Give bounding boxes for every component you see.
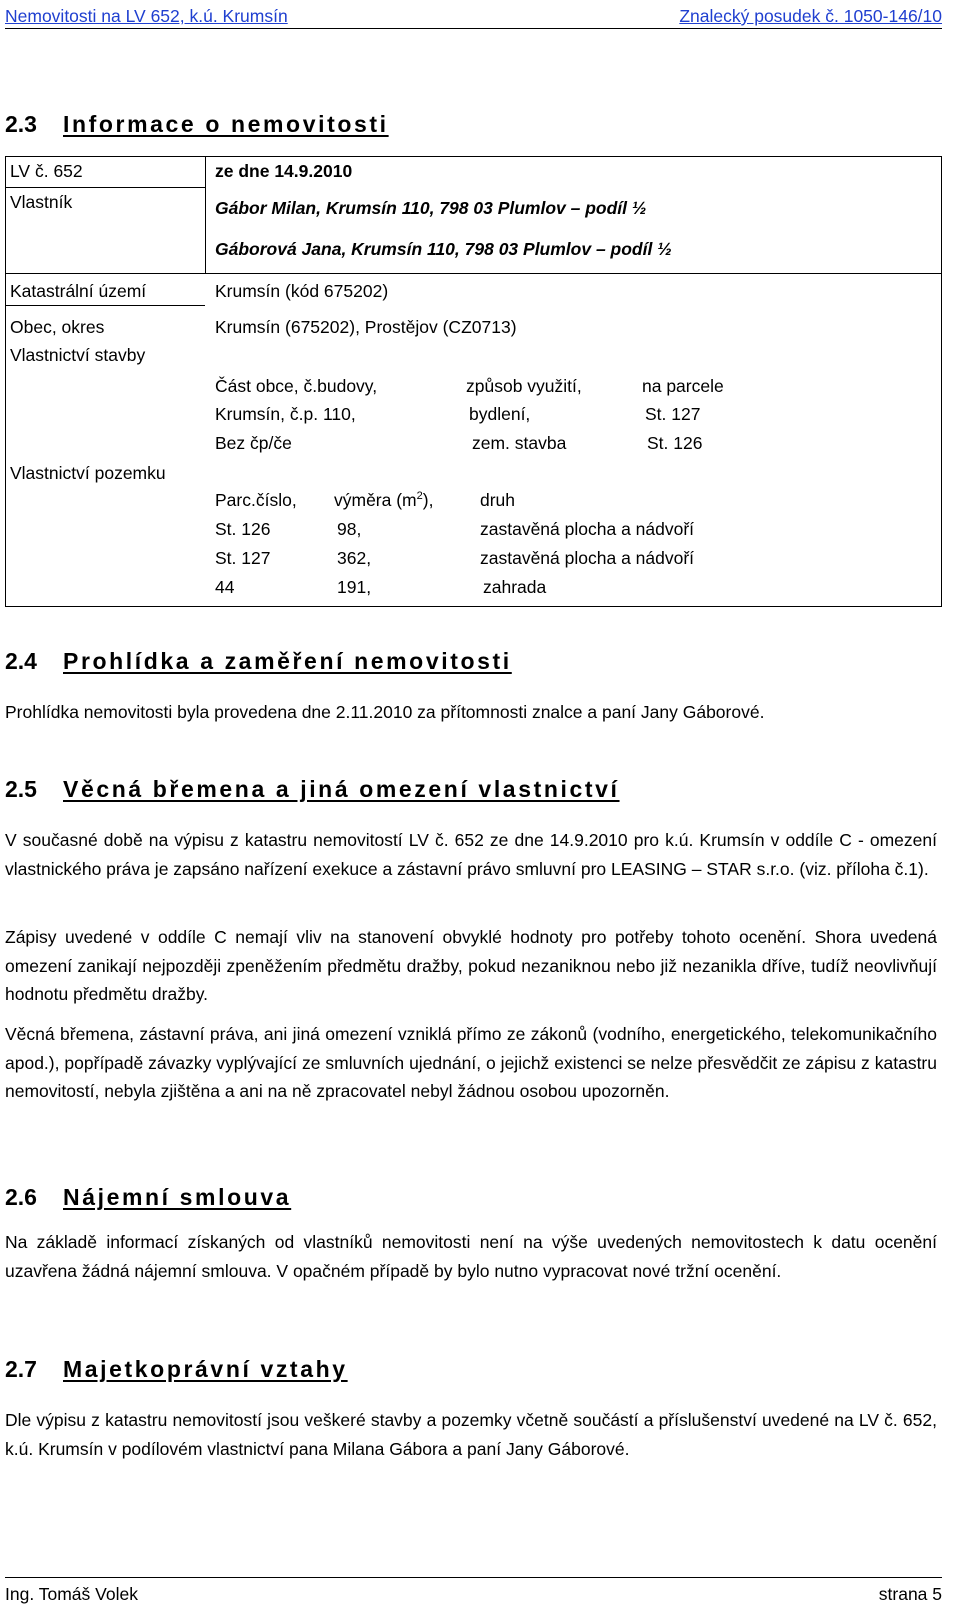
section-title: Majetkoprávní vztahy — [63, 1356, 348, 1382]
row-divider — [6, 187, 205, 188]
lv-date: ze dne 14.9.2010 — [215, 161, 353, 181]
section-title: Věcná břemena a jiná omezení vlastnictví — [63, 776, 620, 802]
obec-value: Krumsín (675202), Prostějov (CZ0713) — [215, 317, 517, 337]
section-2-4-heading — [5, 648, 512, 675]
stavby-cell: Bez čp/če — [215, 433, 292, 453]
header-right-link[interactable]: Znalecký posudek č. 1050-146/10 — [679, 6, 942, 26]
row-divider — [6, 305, 205, 306]
section-2-5-heading — [5, 776, 620, 803]
section-title: Nájemní smlouva — [63, 1184, 292, 1210]
stavby-header-cell: na parcele — [642, 376, 724, 396]
stavby-cell: bydlení, — [469, 404, 531, 424]
pozemky-header-cell: Parc.číslo, — [215, 490, 297, 510]
page-header — [5, 2, 942, 29]
s24-paragraph: Prohlídka nemovitosti byla provedena dne 2.11.2010 za přítomnosti znalce a paní Jany Gáborové. — [5, 702, 765, 722]
ku-label: Katastrální území — [10, 281, 147, 301]
section-2-6-heading — [5, 1184, 291, 1211]
stavby-cell: zem. stavba — [472, 433, 567, 453]
s27-paragraph: Dle výpisu z katastru nemovitostí jsou veškeré stavby a pozemky včetně součástí a příslušenství uvedené na LV č. 652, k.ú. Krumsín v podílovém vlastnictví pana Milana Gábora a paní Jany Gáborové. — [5, 1410, 937, 1459]
pozemky-cell: zahrada — [483, 577, 547, 597]
stavby-header-cell: Část obce, č.budovy, — [215, 376, 378, 396]
pozemky-cell: zastavěná plocha a nádvoří — [480, 519, 695, 539]
stavby-cell: St. 126 — [647, 433, 703, 453]
pozemky-header-cell: druh — [480, 490, 516, 510]
s25-paragraph-2: Zápisy uvedené v oddíle C nemají vliv na stanovení obvyklé hodnoty pro potřeby tohoto ocenění. Shora uvedená omezení zanikají nejpozději zpeněžením předmětu dražby, pokud nezaniknou nebo již nezanikla dříve, tudíž neovlivňují hodnotu předmětu dražby. — [5, 927, 937, 1004]
footer-page-number: strana 5 — [878, 1584, 942, 1604]
stavby-cell: St. 127 — [645, 404, 701, 424]
pozemky-cell: 44 — [215, 577, 235, 597]
stavby-label: Vlastnictví stavby — [10, 345, 146, 365]
section-number: 2.5 — [5, 776, 37, 802]
ku-value: Krumsín (kód 675202) — [215, 281, 389, 301]
pozemky-cell: zastavěná plocha a nádvoří — [480, 548, 695, 568]
section-2-3-heading — [5, 111, 389, 138]
pozemky-cell: St. 126 — [215, 519, 271, 539]
pozemky-header-cell: výměra $(m^2)$, — [334, 490, 434, 510]
section-title: Informace o nemovitosti — [63, 111, 389, 137]
col-divider — [205, 157, 206, 273]
section-number: 2.4 — [5, 648, 37, 674]
pozemky-cell: St. 127 — [215, 548, 271, 568]
header-left-link[interactable]: Nemovitosti na LV 652, k.ú. Krumsín — [5, 6, 288, 26]
s26-paragraph: Na základě informací získaných od vlastníků nemovitosti není na výše uvedených nemovitostech k datu ocenění uzavřena žádná nájemní smlouva. V opačném případě by bylo nutno vypracovat nové tržní ocenění. — [5, 1232, 937, 1281]
lv-number: LV č. 652 — [10, 161, 83, 181]
owner-1: Gábor Milan, Krumsín 110, 798 03 Plumlov – podíl ½ — [215, 198, 647, 218]
s25-paragraph-3: Věcná břemena, zástavní práva, ani jiná omezení vzniklá přímo ze zákonů (vodního, energetického, telekomunikačního apod.), popřípadě závazky vyplývající ze smluvních ujednání, o jejichž existenci se nelze přesvědčit ze zápisu z katastru nemovitostí, nebyla zjištěna a ani na ně zpracovatel nebyl žádnou osobou upozorněn. — [5, 1024, 937, 1101]
property-info-table — [5, 156, 942, 607]
obec-label: Obec, okres — [10, 317, 105, 337]
stavby-header-cell: způsob využití, — [466, 376, 582, 396]
pozemky-label: Vlastnictví pozemku — [10, 463, 166, 483]
section-number: 2.3 — [5, 111, 37, 137]
section-number: 2.7 — [5, 1356, 37, 1382]
pozemky-cell: 98, — [337, 519, 362, 539]
row-divider — [6, 273, 941, 274]
section-number: 2.6 — [5, 1184, 37, 1210]
owner-label: Vlastník — [10, 192, 73, 212]
section-2-7-heading — [5, 1356, 348, 1383]
footer-author: Ing. Tomáš Volek — [5, 1584, 138, 1604]
stavby-cell: Krumsín, č.p. 110, — [215, 404, 356, 424]
owner-2: Gáborová Jana, Krumsín 110, 798 03 Plumlov – podíl ½ — [215, 239, 672, 259]
page-footer — [5, 1577, 942, 1602]
pozemky-cell: 362, — [337, 548, 372, 568]
section-title: Prohlídka a zaměření nemovitosti — [63, 648, 512, 674]
pozemky-cell: 191, — [337, 577, 372, 597]
s25-paragraph-1: V současné době na výpisu z katastru nemovitostí LV č. 652 ze dne 14.9.2010 pro k.ú. Krumsín v oddíle C - omezení vlastnického práva je zapsáno nařízení exekuce a zástavní právo smluvní pro LEASING – STAR s.r.o. (viz. příloha č.1). — [5, 830, 937, 879]
